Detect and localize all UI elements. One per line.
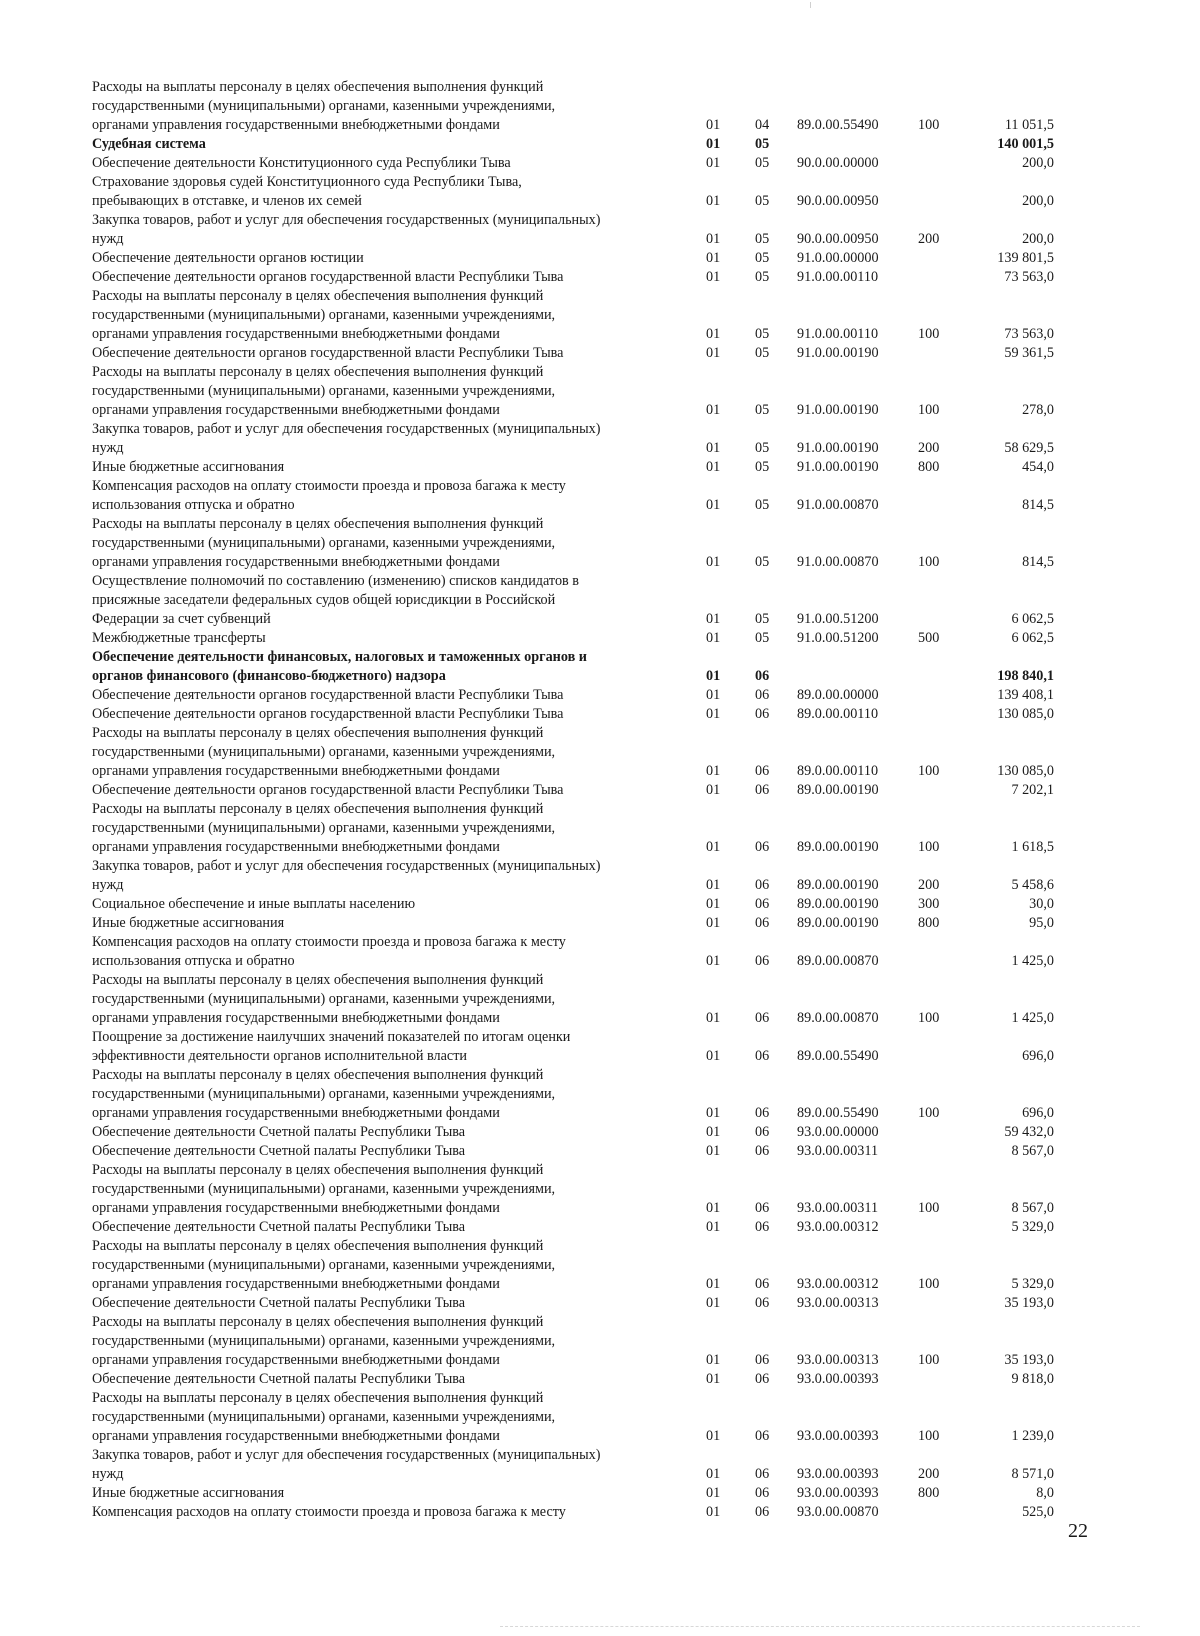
row-description: органами управления государственными внебюджетными фондами	[92, 1200, 500, 1216]
row-section-code: 01	[706, 687, 721, 703]
row-description: Расходы на выплаты персоналу в целях обеспечения выполнения функций	[92, 725, 544, 741]
row-description: органов финансового (финансово-бюджетного) надзора	[92, 668, 446, 684]
row-target-article: 91.0.00.00110	[797, 326, 879, 342]
row-description: нужд	[92, 231, 124, 247]
row-target-article: 89.0.00.00000	[797, 687, 879, 703]
row-description: Обеспечение деятельности органов государственной власти Республики Тыва	[92, 687, 564, 703]
row-section-code: 01	[706, 1105, 721, 1121]
row-subsection-code: 05	[755, 440, 770, 456]
row-amount: 814,5	[1022, 497, 1054, 513]
row-description: государственными (муниципальными) органами, казенными учреждениями,	[92, 1086, 556, 1102]
row-description: государственными (муниципальными) органами, казенными учреждениями,	[92, 991, 556, 1007]
row-target-article: 90.0.00.00950	[797, 193, 879, 209]
row-target-article: 89.0.00.00870	[797, 1010, 879, 1026]
row-amount: 6 062,5	[1011, 611, 1054, 627]
row-amount: 200,0	[1022, 155, 1054, 171]
row-description: Обеспечение деятельности Конституционного суда Республики Тыва	[92, 155, 511, 171]
row-subsection-code: 05	[755, 345, 770, 361]
row-subsection-code: 06	[755, 1428, 770, 1444]
row-target-article: 93.0.00.00393	[797, 1371, 879, 1387]
row-amount: 1 618,5	[1011, 839, 1054, 855]
row-amount: 7 202,1	[1011, 782, 1054, 798]
row-target-article: 89.0.00.55490	[797, 1105, 879, 1121]
row-subsection-code: 05	[755, 326, 770, 342]
row-section-code: 01	[706, 231, 721, 247]
row-section-code: 01	[706, 459, 721, 475]
row-amount: 1 425,0	[1011, 1010, 1054, 1026]
row-description: Обеспечение деятельности органов государственной власти Республики Тыва	[92, 269, 564, 285]
row-subsection-code: 06	[755, 877, 770, 893]
row-subsection-code: 06	[755, 687, 770, 703]
row-subsection-code: 06	[755, 1352, 770, 1368]
row-description: государственными (муниципальными) органами, казенными учреждениями,	[92, 744, 556, 760]
row-target-article: 93.0.00.00312	[797, 1219, 879, 1235]
row-target-article: 90.0.00.00950	[797, 231, 879, 247]
row-target-article: 91.0.00.00110	[797, 269, 879, 285]
row-description: Расходы на выплаты персоналу в целях обеспечения выполнения функций	[92, 1067, 544, 1083]
row-target-article: 93.0.00.00312	[797, 1276, 879, 1292]
row-description: Поощрение за достижение наилучших значений показателей по итогам оценки	[92, 1029, 571, 1045]
row-description: Закупка товаров, работ и услуг для обеспечения государственных (муниципальных)	[92, 858, 601, 874]
row-amount: 59 432,0	[1004, 1124, 1054, 1140]
row-amount: 5 458,6	[1011, 877, 1054, 893]
row-target-article: 89.0.00.00190	[797, 915, 879, 931]
row-description: Расходы на выплаты персоналу в целях обеспечения выполнения функций	[92, 1390, 544, 1406]
row-description: Расходы на выплаты персоналу в целях обеспечения выполнения функций	[92, 364, 544, 380]
row-amount: 9 818,0	[1011, 1371, 1054, 1387]
row-amount: 8 571,0	[1011, 1466, 1054, 1482]
row-amount: 198 840,1	[997, 668, 1054, 684]
row-description: органами управления государственными внебюджетными фондами	[92, 1010, 500, 1026]
row-description: Обеспечение деятельности органов государственной власти Республики Тыва	[92, 706, 564, 722]
row-description: Закупка товаров, работ и услуг для обеспечения государственных (муниципальных)	[92, 421, 601, 437]
row-subsection-code: 06	[755, 915, 770, 931]
row-subsection-code: 06	[755, 1124, 770, 1140]
row-expense-type: 800	[918, 1485, 940, 1501]
row-description: Расходы на выплаты персоналу в целях обеспечения выполнения функций	[92, 972, 544, 988]
row-description: Компенсация расходов на оплату стоимости проезда и провоза багажа к месту	[92, 478, 566, 494]
row-description: Иные бюджетные ассигнования	[92, 459, 285, 475]
row-subsection-code: 06	[755, 706, 770, 722]
row-amount: 95,0	[1029, 915, 1054, 931]
row-section-code: 01	[706, 1371, 721, 1387]
row-section-code: 01	[706, 1466, 721, 1482]
row-description: Осуществление полномочий по составлению (изменению) списков кандидатов в	[92, 573, 579, 589]
row-description: Иные бюджетные ассигнования	[92, 1485, 285, 1501]
row-description: Обеспечение деятельности Счетной палаты Республики Тыва	[92, 1219, 466, 1235]
row-description: органами управления государственными внебюджетными фондами	[92, 839, 500, 855]
row-description: Закупка товаров, работ и услуг для обеспечения государственных (муниципальных)	[92, 212, 601, 228]
row-amount: 35 193,0	[1004, 1352, 1054, 1368]
row-description: использования отпуска и обратно	[92, 953, 295, 969]
row-description: Обеспечение деятельности Счетной палаты Республики Тыва	[92, 1295, 466, 1311]
row-expense-type: 300	[918, 896, 940, 912]
row-target-article: 89.0.00.00190	[797, 896, 879, 912]
row-section-code: 01	[706, 839, 721, 855]
row-target-article: 90.0.00.00000	[797, 155, 879, 171]
row-description: органами управления государственными внебюджетными фондами	[92, 117, 500, 133]
row-amount: 1 239,0	[1011, 1428, 1054, 1444]
row-description: государственными (муниципальными) органами, казенными учреждениями,	[92, 383, 556, 399]
row-target-article: 89.0.00.00190	[797, 782, 879, 798]
row-subsection-code: 06	[755, 1485, 770, 1501]
row-target-article: 89.0.00.55490	[797, 117, 879, 133]
row-subsection-code: 04	[755, 117, 770, 133]
row-expense-type: 200	[918, 440, 940, 456]
row-description: органами управления государственными внебюджетными фондами	[92, 763, 500, 779]
row-description: Обеспечение деятельности органов юстиции	[92, 250, 364, 266]
row-subsection-code: 06	[755, 1276, 770, 1292]
row-description: Обеспечение деятельности финансовых, налоговых и таможенных органов и	[92, 649, 587, 665]
row-expense-type: 200	[918, 231, 940, 247]
row-section-code: 01	[706, 953, 721, 969]
row-subsection-code: 05	[755, 611, 770, 627]
row-section-code: 01	[706, 877, 721, 893]
row-subsection-code: 06	[755, 1010, 770, 1026]
row-description: государственными (муниципальными) органами, казенными учреждениями,	[92, 1333, 556, 1349]
row-subsection-code: 06	[755, 1048, 770, 1064]
row-description: органами управления государственными внебюджетными фондами	[92, 326, 500, 342]
row-amount: 814,5	[1022, 554, 1054, 570]
row-description: органами управления государственными внебюджетными фондами	[92, 1352, 500, 1368]
row-target-article: 89.0.00.00110	[797, 763, 879, 779]
row-subsection-code: 06	[755, 839, 770, 855]
row-section-code: 01	[706, 269, 721, 285]
row-section-code: 01	[706, 1219, 721, 1235]
row-amount: 5 329,0	[1011, 1276, 1054, 1292]
row-target-article: 93.0.00.00393	[797, 1428, 879, 1444]
row-subsection-code: 05	[755, 554, 770, 570]
row-amount: 8,0	[1036, 1485, 1054, 1501]
row-description: органами управления государственными внебюджетными фондами	[92, 1105, 500, 1121]
row-subsection-code: 06	[755, 1105, 770, 1121]
row-amount: 8 567,0	[1011, 1200, 1054, 1216]
row-target-article: 93.0.00.00393	[797, 1485, 879, 1501]
row-target-article: 91.0.00.00190	[797, 402, 879, 418]
row-section-code: 01	[706, 611, 721, 627]
row-target-article: 91.0.00.00870	[797, 497, 879, 513]
row-target-article: 89.0.00.00190	[797, 877, 879, 893]
row-section-code: 01	[706, 554, 721, 570]
row-description: Расходы на выплаты персоналу в целях обеспечения выполнения функций	[92, 801, 544, 817]
row-description: государственными (муниципальными) органами, казенными учреждениями,	[92, 307, 556, 323]
row-subsection-code: 06	[755, 668, 770, 684]
row-subsection-code: 05	[755, 250, 770, 266]
row-subsection-code: 06	[755, 782, 770, 798]
row-target-article: 91.0.00.51200	[797, 611, 879, 627]
row-subsection-code: 06	[755, 1371, 770, 1387]
row-subsection-code: 06	[755, 1143, 770, 1159]
row-description: государственными (муниципальными) органами, казенными учреждениями,	[92, 1257, 556, 1273]
row-expense-type: 100	[918, 763, 940, 779]
row-amount: 58 629,5	[1004, 440, 1054, 456]
row-expense-type: 100	[918, 1276, 940, 1292]
row-description: Расходы на выплаты персоналу в целях обеспечения выполнения функций	[92, 1314, 544, 1330]
row-expense-type: 100	[918, 1352, 940, 1368]
row-target-article: 91.0.00.51200	[797, 630, 879, 646]
row-description: Межбюджетные трансферты	[92, 630, 266, 646]
row-amount: 696,0	[1022, 1105, 1054, 1121]
row-section-code: 01	[706, 896, 721, 912]
row-description: Иные бюджетные ассигнования	[92, 915, 285, 931]
row-section-code: 01	[706, 1295, 721, 1311]
row-section-code: 01	[706, 1352, 721, 1368]
row-target-article: 91.0.00.00190	[797, 440, 879, 456]
row-description: пребывающих в отставке, и членов их семей	[92, 193, 362, 209]
row-subsection-code: 06	[755, 1504, 770, 1520]
row-amount: 35 193,0	[1004, 1295, 1054, 1311]
row-target-article: 93.0.00.00311	[797, 1200, 879, 1216]
row-section-code: 01	[706, 345, 721, 361]
row-description: присяжные заседатели федеральных судов общей юрисдикции в Российской	[92, 592, 556, 608]
row-expense-type: 100	[918, 117, 940, 133]
row-description: использования отпуска и обратно	[92, 497, 295, 513]
row-section-code: 01	[706, 1010, 721, 1026]
row-target-article: 93.0.00.00313	[797, 1295, 879, 1311]
row-subsection-code: 05	[755, 193, 770, 209]
row-description: Компенсация расходов на оплату стоимости проезда и провоза багажа к месту	[92, 934, 566, 950]
row-amount: 8 567,0	[1011, 1143, 1054, 1159]
row-amount: 59 361,5	[1004, 345, 1054, 361]
row-section-code: 01	[706, 326, 721, 342]
row-section-code: 01	[706, 915, 721, 931]
row-section-code: 01	[706, 1276, 721, 1292]
row-target-article: 93.0.00.00311	[797, 1143, 879, 1159]
row-description: нужд	[92, 877, 124, 893]
row-target-article: 89.0.00.00110	[797, 706, 879, 722]
row-expense-type: 100	[918, 1428, 940, 1444]
row-description: органами управления государственными внебюджетными фондами	[92, 1276, 500, 1292]
row-expense-type: 800	[918, 915, 940, 931]
row-description: Обеспечение деятельности органов государственной власти Республики Тыва	[92, 782, 564, 798]
row-expense-type: 100	[918, 1200, 940, 1216]
row-expense-type: 200	[918, 1466, 940, 1482]
row-expense-type: 500	[918, 630, 940, 646]
row-section-code: 01	[706, 1428, 721, 1444]
row-description: Обеспечение деятельности органов государственной власти Республики Тыва	[92, 345, 564, 361]
row-amount: 139 408,1	[997, 687, 1054, 703]
row-subsection-code: 05	[755, 630, 770, 646]
row-description: Обеспечение деятельности Счетной палаты Республики Тыва	[92, 1124, 466, 1140]
row-expense-type: 100	[918, 839, 940, 855]
row-description: Социальное обеспечение и иные выплаты населению	[92, 896, 416, 912]
row-section-code: 01	[706, 117, 721, 133]
row-amount: 525,0	[1022, 1504, 1054, 1520]
row-subsection-code: 05	[755, 497, 770, 513]
row-target-article: 93.0.00.00870	[797, 1504, 879, 1520]
row-amount: 6 062,5	[1011, 630, 1054, 646]
row-description: Расходы на выплаты персоналу в целях обеспечения выполнения функций	[92, 1238, 544, 1254]
row-section-code: 01	[706, 1504, 721, 1520]
scan-mark	[810, 2, 811, 8]
row-amount: 454,0	[1022, 459, 1054, 475]
row-subsection-code: 06	[755, 1219, 770, 1235]
row-description: Компенсация расходов на оплату стоимости проезда и провоза багажа к месту	[92, 1504, 566, 1520]
row-target-article: 89.0.00.00870	[797, 953, 879, 969]
row-amount: 200,0	[1022, 193, 1054, 209]
row-target-article: 91.0.00.00870	[797, 554, 879, 570]
row-description: государственными (муниципальными) органами, казенными учреждениями,	[92, 98, 556, 114]
row-section-code: 01	[706, 763, 721, 779]
row-subsection-code: 05	[755, 136, 770, 152]
row-section-code: 01	[706, 630, 721, 646]
row-amount: 5 329,0	[1011, 1219, 1054, 1235]
row-description: Закупка товаров, работ и услуг для обеспечения государственных (муниципальных)	[92, 1447, 601, 1463]
row-description: нужд	[92, 1466, 124, 1482]
row-subsection-code: 05	[755, 269, 770, 285]
row-target-article: 91.0.00.00000	[797, 250, 879, 266]
row-section-code: 01	[706, 193, 721, 209]
row-section-code: 01	[706, 1200, 721, 1216]
row-amount: 73 563,0	[1004, 326, 1054, 342]
row-expense-type: 100	[918, 1010, 940, 1026]
row-section-code: 01	[706, 250, 721, 266]
row-subsection-code: 06	[755, 1466, 770, 1482]
row-description: нужд	[92, 440, 124, 456]
row-description: Расходы на выплаты персоналу в целях обеспечения выполнения функций	[92, 288, 544, 304]
scan-artifact-line	[500, 1626, 1140, 1627]
row-target-article: 89.0.00.00190	[797, 839, 879, 855]
row-expense-type: 100	[918, 326, 940, 342]
row-section-code: 01	[706, 706, 721, 722]
row-description: государственными (муниципальными) органами, казенными учреждениями,	[92, 820, 556, 836]
row-section-code: 01	[706, 1048, 721, 1064]
row-description: Обеспечение деятельности Счетной палаты Республики Тыва	[92, 1143, 466, 1159]
row-subsection-code: 05	[755, 402, 770, 418]
row-description: Расходы на выплаты персоналу в целях обеспечения выполнения функций	[92, 1162, 544, 1178]
row-target-article: 89.0.00.55490	[797, 1048, 879, 1064]
row-description: государственными (муниципальными) органами, казенными учреждениями,	[92, 1181, 556, 1197]
row-subsection-code: 05	[755, 231, 770, 247]
row-description: органами управления государственными внебюджетными фондами	[92, 402, 500, 418]
row-description: органами управления государственными внебюджетными фондами	[92, 1428, 500, 1444]
row-description: Страхование здоровья судей Конституционного суда Республики Тыва,	[92, 174, 522, 190]
row-target-article: 93.0.00.00000	[797, 1124, 879, 1140]
row-amount: 30,0	[1029, 896, 1054, 912]
row-amount: 140 001,5	[997, 136, 1054, 152]
row-section-code: 01	[706, 136, 721, 152]
row-amount: 139 801,5	[997, 250, 1054, 266]
row-expense-type: 200	[918, 877, 940, 893]
row-amount: 130 085,0	[997, 763, 1054, 779]
row-target-article: 91.0.00.00190	[797, 459, 879, 475]
row-amount: 278,0	[1022, 402, 1054, 418]
row-section-code: 01	[706, 155, 721, 171]
row-expense-type: 100	[918, 1105, 940, 1121]
row-expense-type: 100	[918, 402, 940, 418]
row-subsection-code: 06	[755, 896, 770, 912]
row-expense-type: 100	[918, 554, 940, 570]
row-expense-type: 800	[918, 459, 940, 475]
row-subsection-code: 06	[755, 953, 770, 969]
row-description: Расходы на выплаты персоналу в целях обеспечения выполнения функций	[92, 516, 544, 532]
row-section-code: 01	[706, 668, 721, 684]
row-section-code: 01	[706, 402, 721, 418]
row-description: государственными (муниципальными) органами, казенными учреждениями,	[92, 535, 556, 551]
row-target-article: 93.0.00.00393	[797, 1466, 879, 1482]
row-amount: 200,0	[1022, 231, 1054, 247]
row-section-code: 01	[706, 440, 721, 456]
row-section-code: 01	[706, 782, 721, 798]
row-description: Судебная система	[92, 136, 206, 152]
row-amount: 11 051,5	[1004, 117, 1054, 133]
row-amount: 1 425,0	[1011, 953, 1054, 969]
row-description: государственными (муниципальными) органами, казенными учреждениями,	[92, 1409, 556, 1425]
row-amount: 130 085,0	[997, 706, 1054, 722]
row-target-article: 91.0.00.00190	[797, 345, 879, 361]
row-description: органами управления государственными внебюджетными фондами	[92, 554, 500, 570]
row-target-article: 93.0.00.00313	[797, 1352, 879, 1368]
row-section-code: 01	[706, 1485, 721, 1501]
row-section-code: 01	[706, 1143, 721, 1159]
row-subsection-code: 06	[755, 1295, 770, 1311]
row-subsection-code: 05	[755, 459, 770, 475]
row-amount: 73 563,0	[1004, 269, 1054, 285]
row-description: Обеспечение деятельности Счетной палаты Республики Тыва	[92, 1371, 466, 1387]
row-amount: 696,0	[1022, 1048, 1054, 1064]
row-section-code: 01	[706, 1124, 721, 1140]
row-description: эффективности деятельности органов исполнительной власти	[92, 1048, 467, 1064]
row-description: Федерации за счет субвенций	[92, 611, 271, 627]
row-description: Расходы на выплаты персоналу в целях обеспечения выполнения функций	[92, 79, 544, 95]
row-subsection-code: 06	[755, 763, 770, 779]
row-subsection-code: 06	[755, 1200, 770, 1216]
page-number: 22	[1068, 1520, 1088, 1542]
row-section-code: 01	[706, 497, 721, 513]
row-subsection-code: 05	[755, 155, 770, 171]
